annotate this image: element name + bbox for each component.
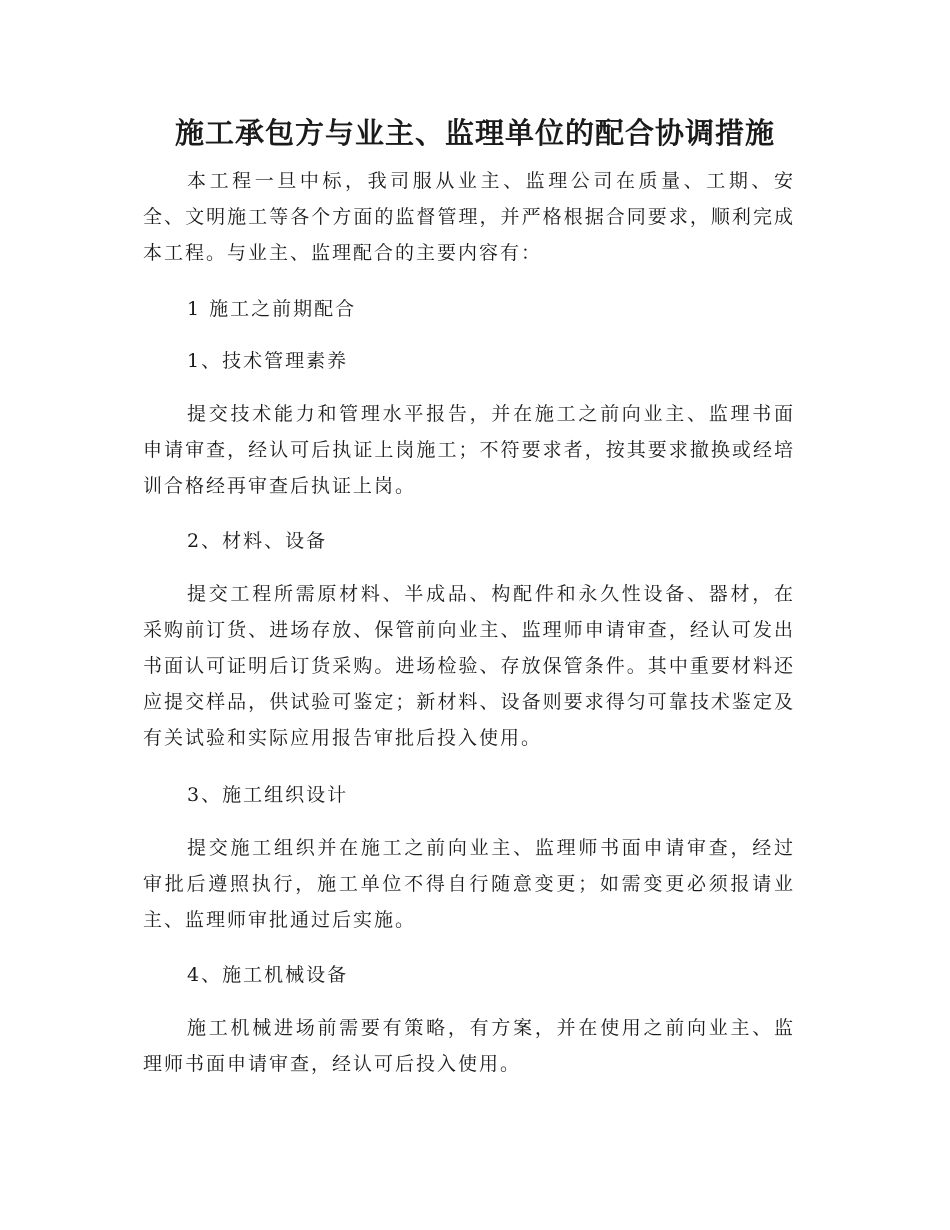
intro-paragraph: 本工程一旦中标，我司服从业主、监理公司在质量、工期、安全、文明施工等各个方面的监督管理，并严格根据合同要求，顺利完成本工程。与业主、监理配合的主要内容有： (143, 170, 795, 264)
item-heading-3: 3、施工组织设计 (187, 784, 349, 806)
item-body-4: 施工机械进场前需要有策略，有方案，并在使用之前向业主、监理师书面申请审查，经认可后投入使用。 (143, 1017, 795, 1075)
item-heading-2: 2、材料、设备 (187, 530, 328, 552)
item-body-3: 提交施工组织并在施工之前向业主、监理师书面申请审查，经过审批后遵照执行，施工单位不得自行随意变更；如需变更必须报请业主、监理师审批通过后实施。 (143, 837, 795, 931)
document-title: 施工承包方与业主、监理单位的配合协调措施 (174, 116, 775, 150)
item-body-2: 提交工程所需原材料、半成品、构配件和永久性设备、器材，在采购前订货、进场存放、保管前向业主、监理师申请审查，经认可发出书面认可证明后订货采购。进场检验、存放保管条件。其中重要材料还应提交样品，供试验可鉴定；新材料、设备则要求得匀可靠技术鉴定及有关试验和实际应用报告审批后投入使用。 (143, 583, 795, 749)
item-heading-4: 4、施工机械设备 (187, 964, 349, 986)
section-heading: 1 施工之前期配合 (187, 298, 357, 320)
item-body-1: 提交技术能力和管理水平报告，并在施工之前向业主、监理书面申请审查，经认可后执证上岗施工；不符要求者，按其要求撤换或经培训合格经再审查后执证上岗。 (143, 403, 795, 497)
item-heading-1: 1、技术管理素养 (187, 350, 349, 372)
